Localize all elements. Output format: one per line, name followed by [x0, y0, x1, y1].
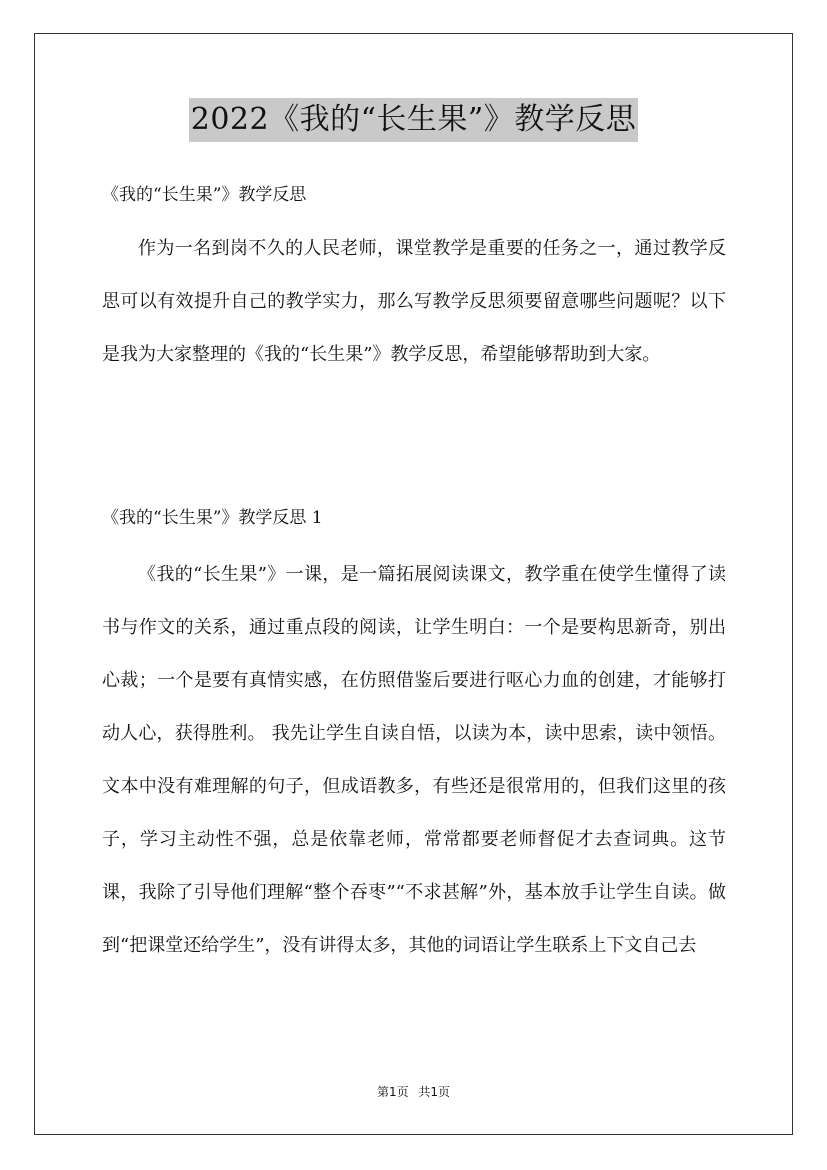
section-paragraph: 《我的“长生果”》一课，是一篇拓展阅读课文，教学重在使学生懂得了读书与作文的关系，通过重点段的阅读，让学生明白：一个是要构思新奇，别出心裁；一个是要有真情实感，在仿照借鉴后要进行呕心力血的创建，才能够打动人心，获得胜利。 我先让学生自读自悟，以读为本，读中思索，读中领悟。文本中没有难理解的句子，但成语教多，有些还是很常用的，但我们这里的孩子，学习主动性不强，总是依靠老师，常常都要老师督促才去查词典。这节课，我除了引导他们理解“整个吞枣”“不求甚解”外，基本放手让学生自读。做到“把课堂还给学生”，没有讲得太多，其他的词语让学生联系上下文自己去	[102, 564, 726, 956]
page-number-total: 共1页	[418, 1085, 451, 1099]
document-title: 2022《我的“长生果”》教学反思	[189, 98, 639, 142]
document-title-wrapper	[0, 98, 827, 142]
intro-paragraph: 作为一名到岗不久的人民老师，课堂教学是重要的任务之一，通过教学反思可以有效提升自己的教学实力，那么写教学反思须要留意哪些问题呢？以下是我为大家整理的《我的“长生果”》教学反思，希望能够帮助到大家。	[102, 238, 726, 365]
document-subtitle: 《我的“长生果”》教学反思	[102, 185, 307, 205]
page-number-current: 第1页	[376, 1085, 409, 1099]
section-heading: 《我的“长生果”》教学反思 1	[102, 508, 323, 528]
page-footer	[0, 1083, 827, 1101]
